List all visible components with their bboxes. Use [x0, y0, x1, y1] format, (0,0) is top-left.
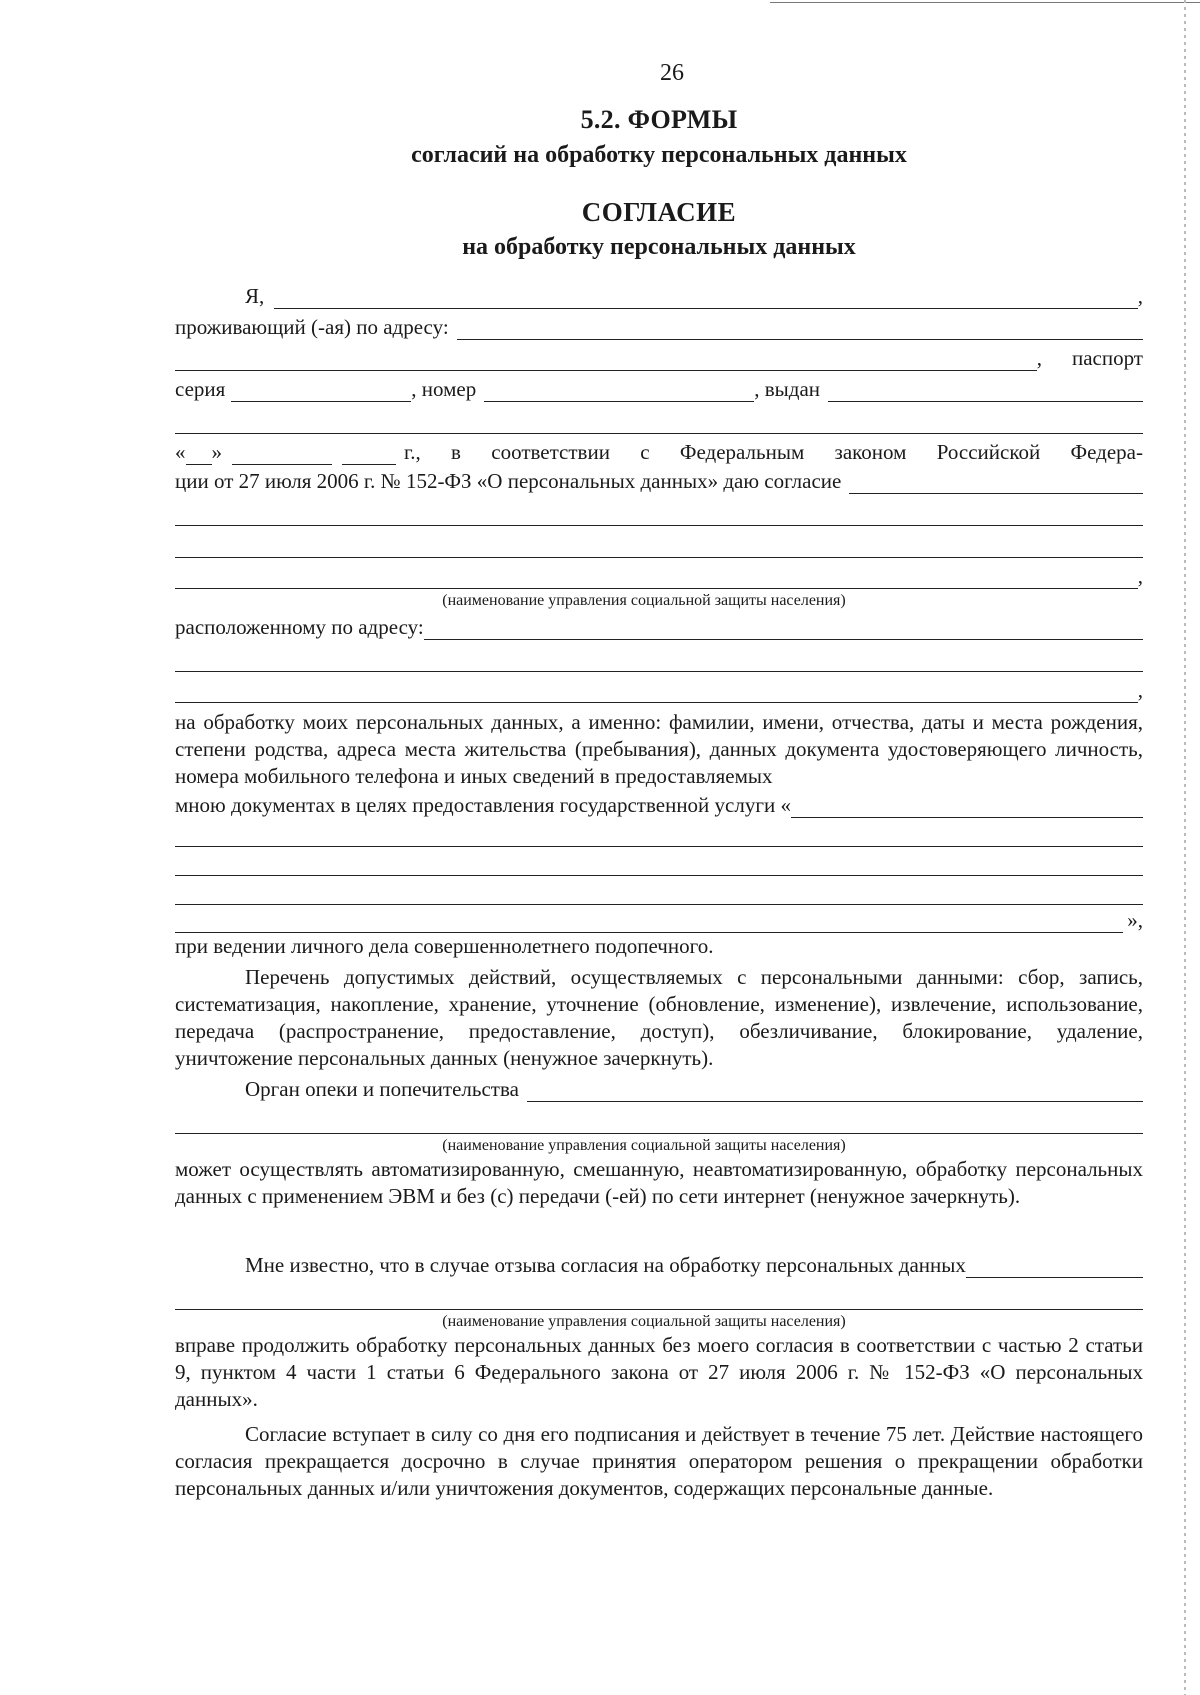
located-row [175, 611, 1143, 640]
date-row [175, 434, 1143, 465]
validity-paragraph: Согласие вступает в силу со дня его подписания и действует в течение 75 лет. Действие настоящего согласия прекращается досрочно в случае принятия оператором решения о прекращении обработки персональных данных и/или уничтожения документов, содержащих персональные данные. [175, 1422, 1143, 1500]
caption-org-name: (наименование управления социальной защиты населения) [442, 592, 846, 609]
address-row-2 [175, 340, 1143, 371]
issued-by-field-2[interactable] [175, 402, 1143, 434]
number-field[interactable] [484, 381, 754, 402]
org-address-line-2[interactable] [175, 640, 1143, 672]
day-field[interactable] [186, 444, 212, 465]
org-name-line-2[interactable] [175, 526, 1143, 558]
month-field[interactable] [232, 444, 332, 465]
service-line-4[interactable] [175, 876, 1143, 905]
address-field-2[interactable] [175, 350, 1037, 371]
revocation-org-field-2[interactable] [175, 1278, 1143, 1310]
law-text-1: г., в соответствии с Федеральным законом Российской Федера- [404, 440, 1143, 464]
series-field[interactable] [231, 381, 411, 402]
known-row [175, 1248, 1143, 1278]
comma: , [1137, 564, 1143, 588]
issued-label: , выдан [754, 377, 821, 401]
date-close-quote: » [211, 440, 222, 464]
document-subtitle: на обработку персональных данных [462, 234, 856, 260]
address-row [175, 309, 1143, 340]
org-address-row-3 [175, 672, 1143, 703]
purpose-end-text: при ведении личного дела совершеннолетнего подопечного. [175, 934, 714, 958]
processing-paragraph: может осуществлять автоматизированную, смешанную, неавтоматизированную, обработку персональных данных с применением ЭВМ и без (с) передачи (-ей) по сети интернет (ненужное зачеркнуть). [175, 1157, 1143, 1208]
consent-paragraph: на обработку моих персональных данных, а именно: фамилии, имени, отчества, даты и места рождения, степени родства, адреса места жительства (пребывания), данных документа удостоверяющего личность, номера мобильного телефона и иных сведений в предоставляемых [175, 710, 1143, 788]
series-label: серия [175, 377, 226, 401]
service-name-field[interactable] [791, 797, 1143, 818]
page-number: 26 [660, 60, 684, 86]
org-address-field[interactable] [424, 619, 1143, 640]
service-row-5 [175, 905, 1143, 933]
org-address-line-3[interactable] [175, 682, 1138, 703]
guardian-field-2[interactable] [175, 1102, 1143, 1134]
name-row [175, 278, 1143, 309]
document-title: СОГЛАСИЕ [581, 197, 737, 227]
address-field[interactable] [457, 319, 1143, 340]
full-name-field[interactable] [274, 288, 1137, 309]
known-text: Мне известно, что в случае отзыва согласия на обработку персональных данных [245, 1253, 966, 1277]
date-open-quote: « [175, 440, 186, 464]
comma: , [1036, 346, 1042, 370]
section-subtitle: согласий на обработку персональных данных [411, 142, 907, 168]
address-label: проживающий (-ая) по адресу: [175, 315, 449, 339]
service-row [175, 790, 1143, 818]
passport-row [175, 371, 1143, 402]
consent-to-field[interactable] [849, 473, 1143, 494]
section-title: 5.2. ФОРМЫ [580, 105, 738, 134]
issued-by-field[interactable] [828, 381, 1143, 402]
number-label: , номер [411, 377, 477, 401]
org-name-row-3 [175, 558, 1143, 589]
guardian-label: Орган опеки и попечительства [245, 1077, 519, 1101]
service-line-5[interactable] [175, 912, 1123, 933]
ya-label: Я, [245, 284, 265, 308]
org-name-line-3[interactable] [175, 568, 1138, 589]
actions-paragraph: Перечень допустимых действий, осуществляемых с персональными данными: сбор, запись, систематизация, накопление, хранение, уточнение (обновление, изменение), извлечение, использование, передача (распространение, предоставление, доступ), обезличивание, блокирование, удаление, уничтожение персональных данных (ненужное зачеркнуть). [175, 965, 1143, 1070]
comma: , [1137, 284, 1143, 308]
continue-paragraph: вправе продолжить обработку персональных данных без моего согласия в соответствии с частью 2 статьи 9, пунктом 4 части 1 статьи 6 Федерального закона от 27 июля 2006 г. № 152-ФЗ «О персональных данных». [175, 1333, 1143, 1411]
located-label: расположенному по адресу: [175, 615, 424, 639]
service-line-3[interactable] [175, 847, 1143, 876]
guardian-row [175, 1072, 1143, 1102]
document-page [175, 58, 1143, 1502]
service-text: мною документах в целях предоставления государственной услуги « [175, 793, 791, 817]
page-edge-right [1184, 0, 1186, 1695]
org-name-line-1[interactable] [175, 494, 1143, 526]
service-line-2[interactable] [175, 818, 1143, 847]
caption-guardian: (наименование управления социальной защиты населения) [442, 1137, 846, 1154]
guardian-field[interactable] [527, 1081, 1143, 1102]
passport-label: паспорт [1071, 346, 1143, 370]
page-edge-top [770, 2, 1200, 3]
revocation-org-field[interactable] [966, 1257, 1143, 1278]
caption-revocation: (наименование управления социальной защиты населения) [442, 1313, 846, 1330]
law-text-2: ции от 27 июля 2006 г. № 152-ФЗ «О персональных данных» даю согласие [175, 469, 842, 493]
law-row [175, 465, 1143, 494]
comma: , [1137, 678, 1143, 702]
close-quote: », [1127, 908, 1143, 932]
year-field[interactable] [342, 444, 396, 465]
